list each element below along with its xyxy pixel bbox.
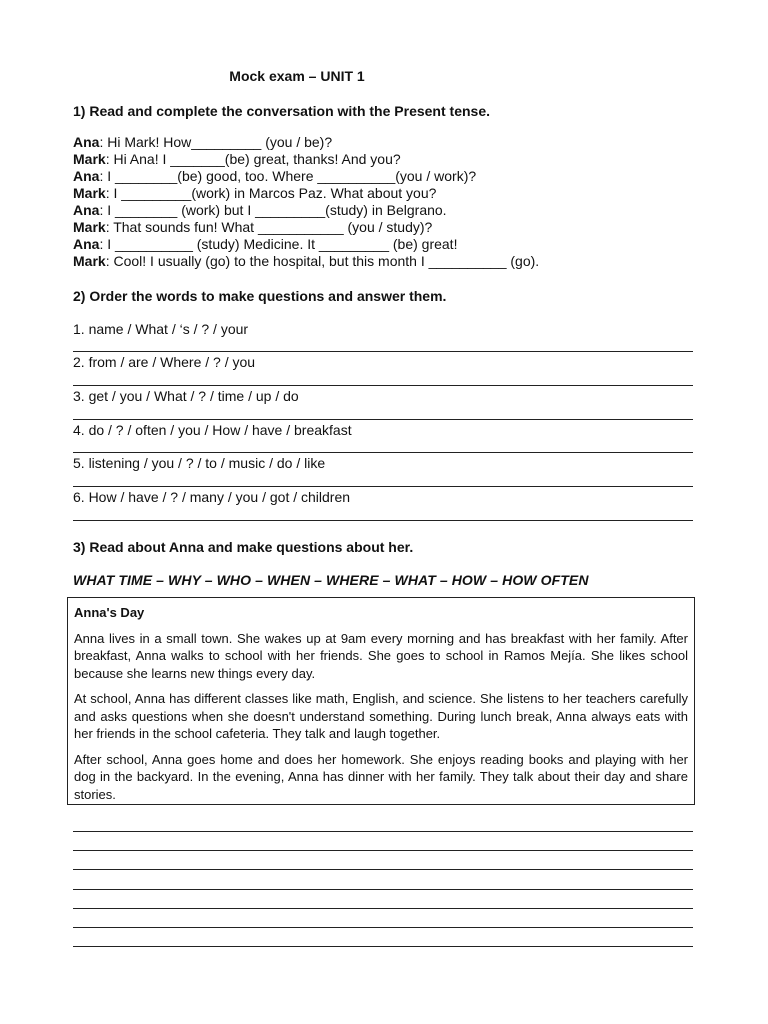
- answer-line[interactable]: [73, 520, 693, 521]
- conversation-line: [73, 219, 539, 236]
- reading-title: Anna's Day: [74, 605, 145, 620]
- answer-line[interactable]: [73, 908, 693, 909]
- line-text: : Hi Ana! I _______(be) great, thanks! And you?: [105, 151, 401, 167]
- line-text: : I ________ (work) but I _________(study) in Belgrano.: [99, 202, 447, 218]
- order-question: [73, 455, 693, 472]
- answer-line[interactable]: [73, 351, 693, 352]
- conversation-line: [73, 168, 539, 185]
- exam-title: Mock exam – UNIT 1: [229, 68, 365, 84]
- line-text: : I _________(work) in Marcos Paz. What about you?: [105, 185, 437, 201]
- speaker-name: Ana: [73, 168, 100, 184]
- line-text: : Hi Mark! How_________ (you / be)?: [99, 134, 333, 150]
- line-text: : I __________ (study) Medicine. It _________ (be) great!: [99, 236, 458, 252]
- order-question: [73, 422, 693, 439]
- order-question: [73, 489, 693, 506]
- reading-box: [67, 597, 695, 805]
- answer-line[interactable]: [73, 419, 693, 420]
- conversation: [73, 134, 539, 270]
- order-question: [73, 388, 693, 405]
- conversation-line: [73, 202, 539, 219]
- question-words: 1. name / What / ‘s / ? / your: [73, 321, 249, 337]
- speaker-name: Ana: [73, 236, 100, 252]
- speaker-name: Ana: [73, 202, 100, 218]
- line-text: : Cool! I usually (go) to the hospital, but this month I __________ (go).: [105, 253, 540, 269]
- speaker-name: Mark: [73, 253, 106, 269]
- conversation-line: [73, 134, 539, 151]
- reading-paragraph: At school, Anna has different classes like math, English, and science. She listens to her teachers carefully and asks questions when she doesn't understand something. During lunch break, Anna always eats with her friends in the school cafeteria. They talk and laugh together.: [74, 691, 688, 741]
- line-text: : That sounds fun! What ___________ (you / study)?: [105, 219, 433, 235]
- conversation-line: [73, 253, 539, 270]
- section1-heading: 1) Read and complete the conversation with the Present tense.: [73, 103, 490, 119]
- answer-line[interactable]: [73, 869, 693, 870]
- answer-line[interactable]: [73, 927, 693, 928]
- question-words: 4. do / ? / often / you / How / have / breakfast: [73, 422, 352, 438]
- answer-line[interactable]: [73, 946, 693, 947]
- answer-line[interactable]: [73, 486, 693, 487]
- answer-line[interactable]: [73, 889, 693, 890]
- conversation-line: [73, 185, 539, 202]
- question-words: 5. listening / you / ? / to / music / do / like: [73, 455, 326, 471]
- answer-line[interactable]: [73, 850, 693, 851]
- answer-line[interactable]: [73, 452, 693, 453]
- order-question: [73, 321, 693, 338]
- conversation-line: [73, 151, 539, 168]
- question-words: 2. from / are / Where / ? / you: [73, 354, 256, 370]
- line-text: : I ________(be) good, too. Where __________(you / work)?: [99, 168, 477, 184]
- question-words: 6. How / have / ? / many / you / got / children: [73, 489, 351, 505]
- section2-heading: 2) Order the words to make questions and answer them.: [73, 288, 447, 304]
- speaker-name: Mark: [73, 151, 106, 167]
- answer-line[interactable]: [73, 831, 693, 832]
- section3-heading: 3) Read about Anna and make questions about her.: [73, 539, 414, 555]
- answer-line[interactable]: [73, 385, 693, 386]
- speaker-name: Mark: [73, 185, 106, 201]
- reading-paragraph: Anna lives in a small town. She wakes up at 9am every morning and has breakfast with her family. After breakfast, Anna walks to school with her friends. She goes to school in Ramos Mejía. She likes school because she learns new things every day.: [74, 630, 688, 681]
- speaker-name: Ana: [73, 134, 100, 150]
- question-words: 3. get / you / What / ? / time / up / do: [73, 388, 299, 404]
- reading-paragraph: After school, Anna goes home and does her homework. She enjoys reading books and playing with her dog in the backyard. In the evening, Anna has dinner with her family. They talk about their day and share stories.: [74, 751, 688, 802]
- speaker-name: Mark: [73, 219, 106, 235]
- order-question: [73, 354, 693, 371]
- conversation-line: [73, 236, 539, 253]
- wh-words: WHAT TIME – WHY – WHO – WHEN – WHERE – WHAT – HOW – HOW OFTEN: [73, 572, 589, 588]
